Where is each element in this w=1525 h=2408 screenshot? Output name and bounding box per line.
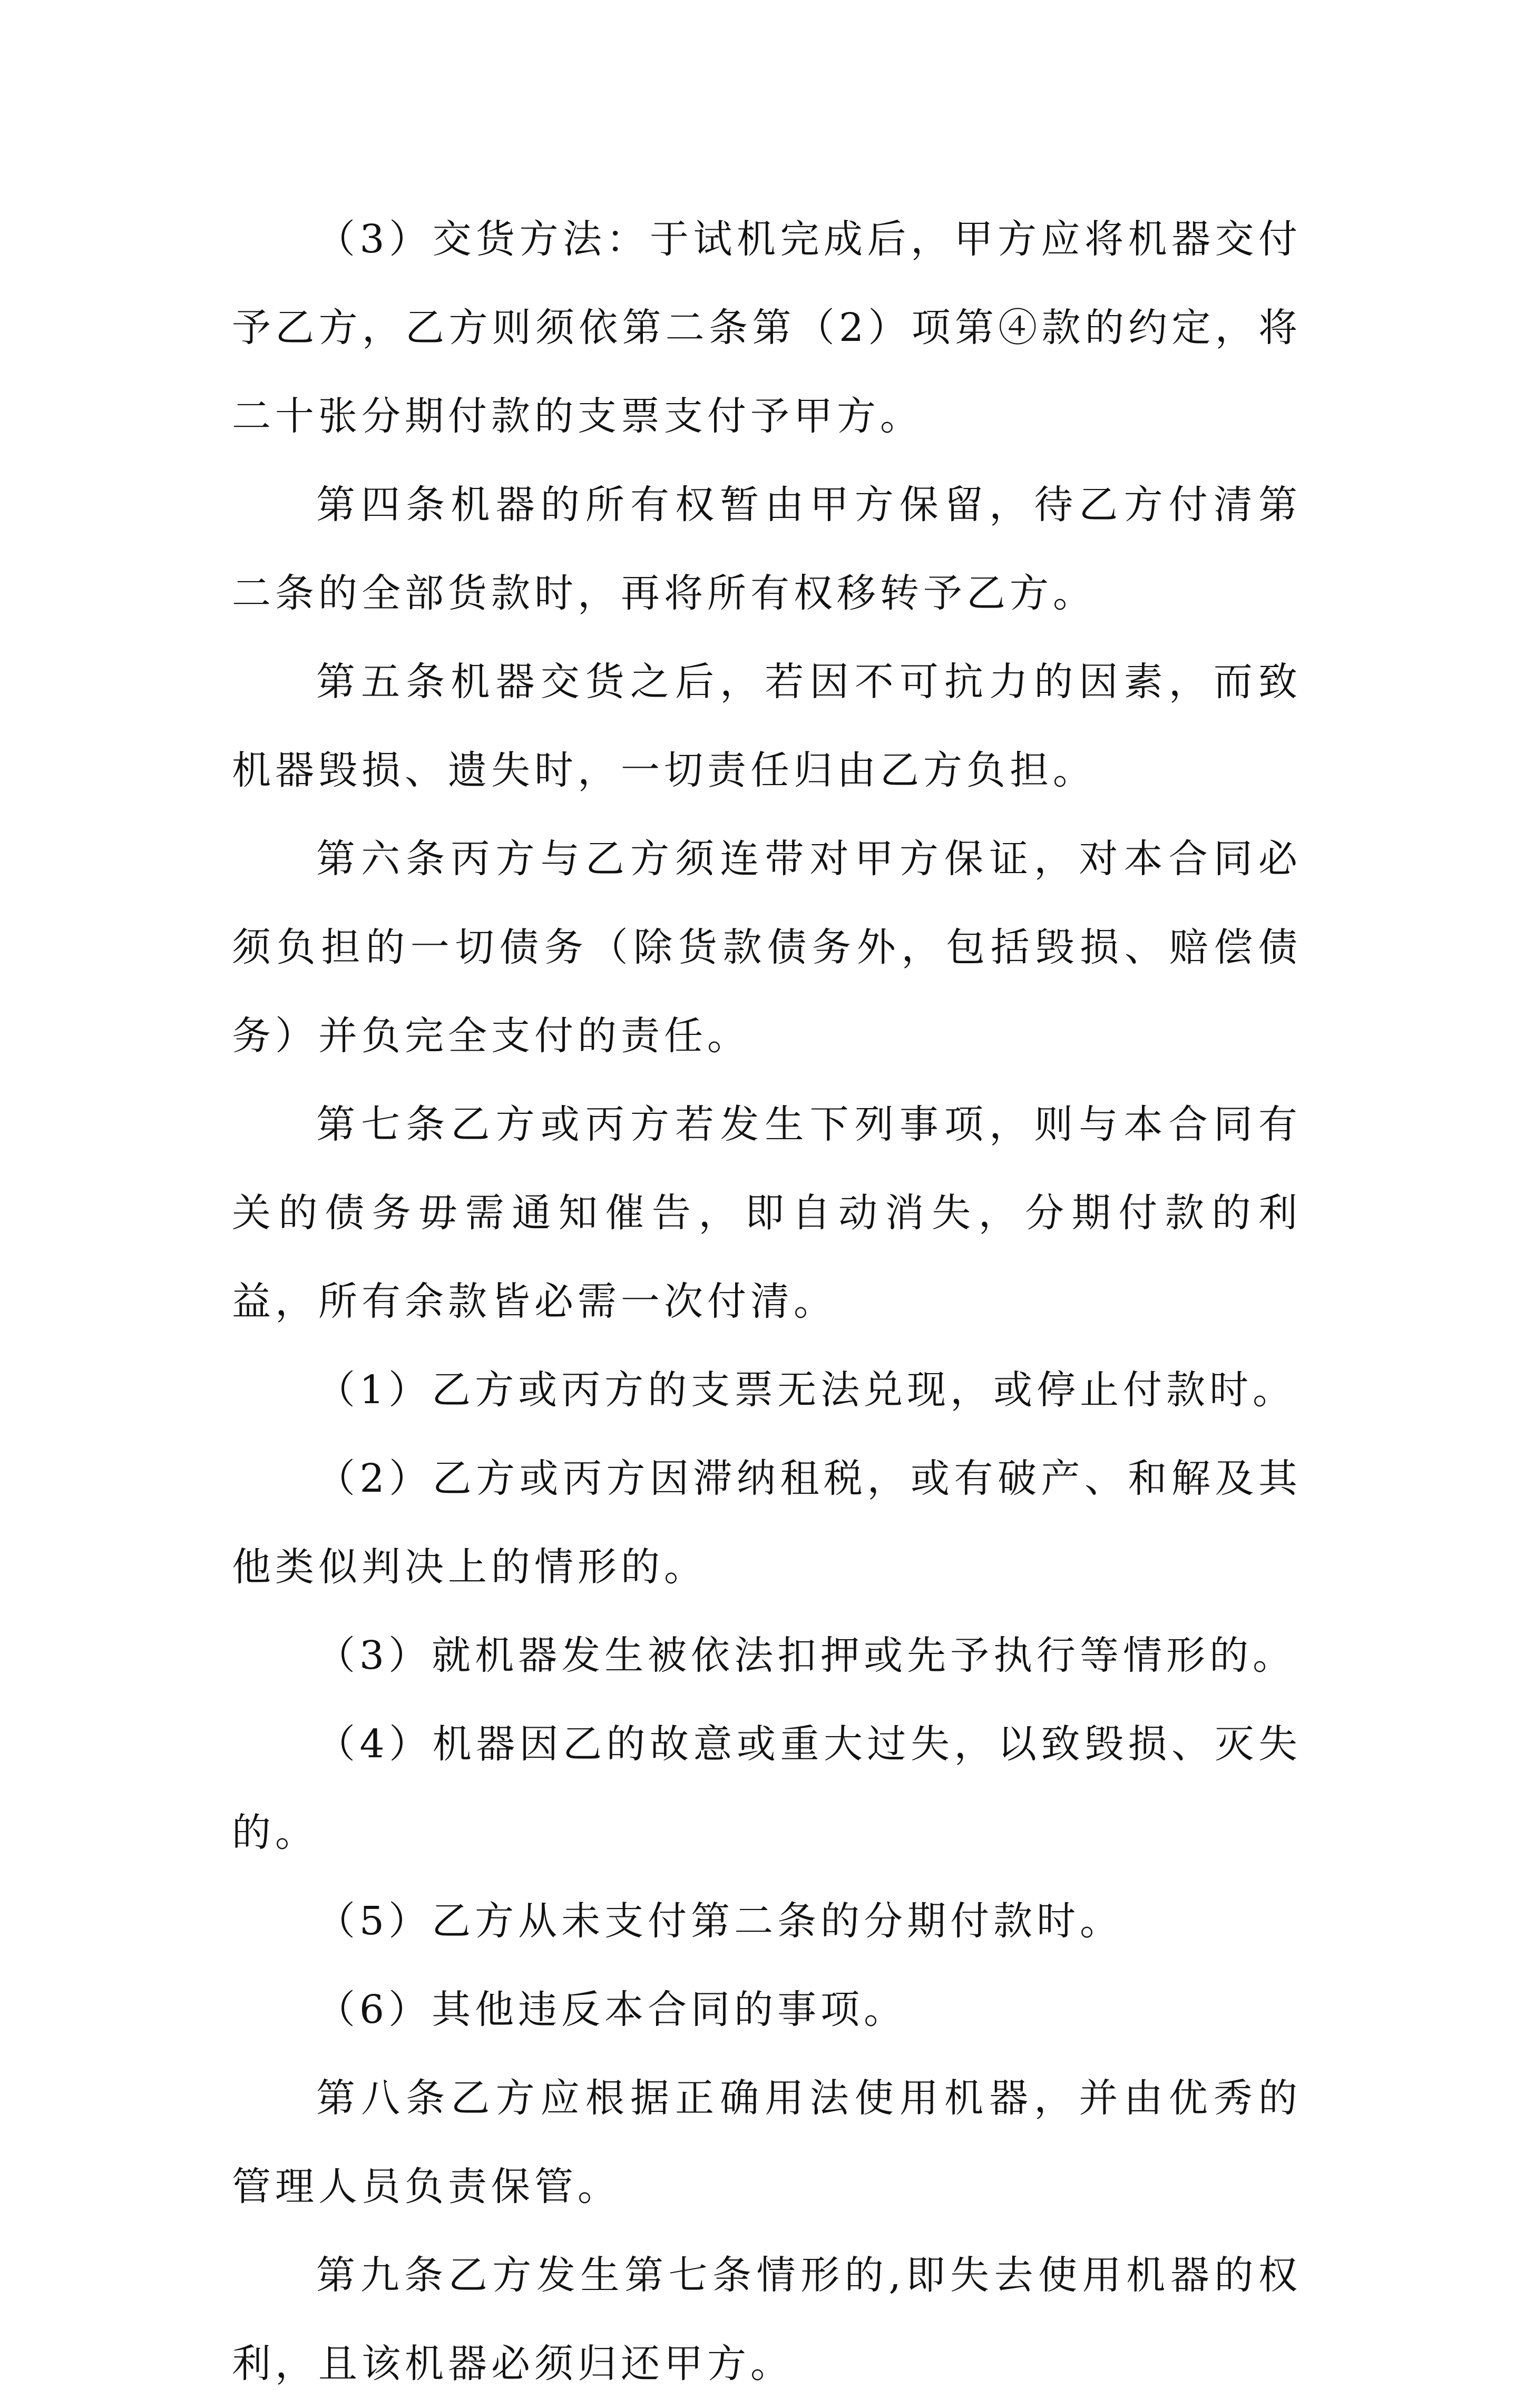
paragraph-article-6: 第六条丙方与乙方须连带对甲方保证，对本合同必须负担的一切债务（除货款债务外，包括毁损、赔偿债务）并负完全支付的责任。	[232, 836, 1302, 1059]
paragraph-article-7: 第七条乙方或丙方若发生下列事项，则与本合同有关的债务毋需通知催告，即自动消失，分期付款的利益，所有余款皆必需一次付清。	[232, 1102, 1302, 1324]
paragraph-article-7-item-2: （2）乙方或丙方因滞纳租税，或有破产、和解及其他类似判决上的情形的。	[232, 1456, 1302, 1590]
paragraph-article-7-item-5: （5）乙方从未支付第二条的分期付款时。	[316, 1898, 1123, 1944]
paragraph-article-8: 第八条乙方应根据正确用法使用机器，并由优秀的管理人员负责保管。	[232, 2076, 1302, 2209]
paragraph-article-7-item-4: （4）机器因乙的故意或重大过失，以致毁损、灭失的。	[232, 1721, 1302, 1855]
document-body	[232, 195, 1302, 2408]
paragraph-delivery-method: （3）交货方法：于试机完成后，甲方应将机器交付予乙方，乙方则须依第二条第（2）项第④款的约定，将二十张分期付款的支票支付予甲方。	[232, 217, 1302, 439]
paragraph-article-9: 第九条乙方发生第七条情形的,即失去使用机器的权利，且该机器必须归还甲方。	[232, 2253, 1302, 2386]
paragraph-article-4: 第四条机器的所有权暂由甲方保留，待乙方付清第二条的全部货款时，再将所有权移转予乙方。	[232, 482, 1302, 616]
paragraph-article-5: 第五条机器交货之后，若因不可抗力的因素，而致机器毁损、遗失时，一切责任归由乙方负担。	[232, 659, 1302, 793]
paragraph-article-7-item-3: （3）就机器发生被依法扣押或先予执行等情形的。	[316, 1633, 1296, 1678]
paragraph-article-7-item-6: （6）其他违反本合同的事项。	[316, 1987, 907, 2032]
paragraph-article-7-item-1: （1）乙方或丙方的支票无法兑现，或停止付款时。	[316, 1367, 1296, 1413]
